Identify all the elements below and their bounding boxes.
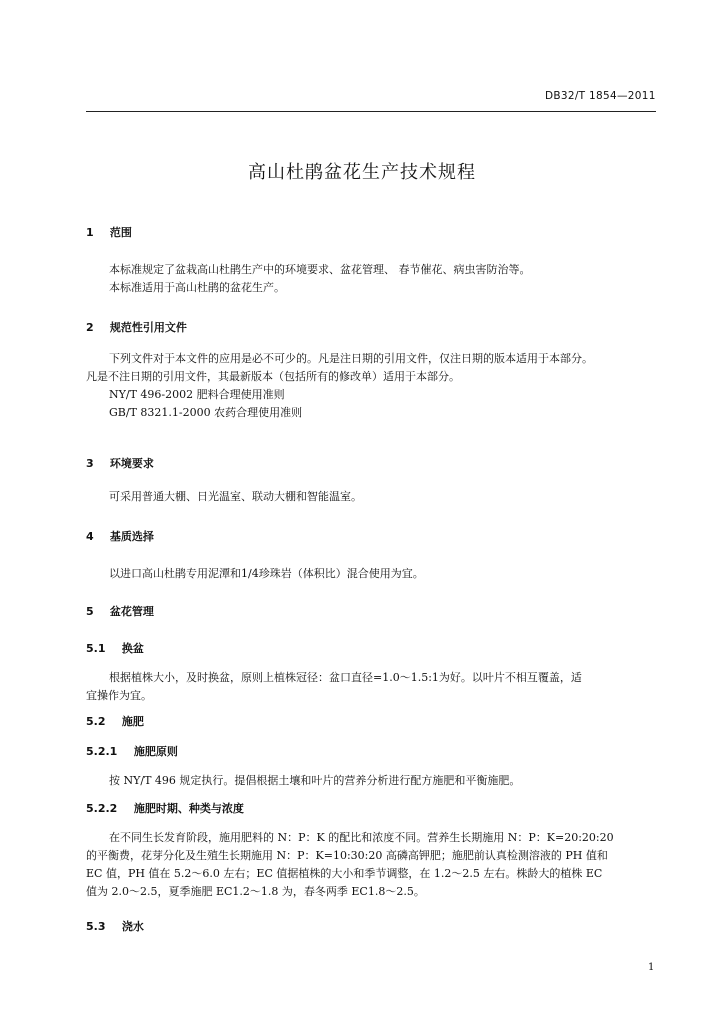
section-5-2-2-line-1: 在不同生长发育阶段，施用肥料的 N：P：K 的配比和浓度不同。营养生长期施用 N：P：K=20:20:20: [109, 831, 614, 844]
standard-code: DB32/T 1854—2011: [545, 90, 656, 102]
section-5-1-number: 5.1: [86, 642, 106, 655]
section-5-2-2-line-4: 值为 2.0～2.5，夏季施肥 EC1.2～1.8 为，春冬两季 EC1.8～2.5。: [86, 885, 425, 898]
section-4-paragraph: 以进口高山杜鹃专用泥潭和1/4珍珠岩（体积比）混合使用为宜。: [109, 567, 424, 580]
section-5-1-paragraph-line-2: 宜操作为宜。: [86, 689, 152, 702]
section-5-2-2-number: 5.2.2: [86, 802, 118, 815]
section-1-title: 范围: [109, 226, 132, 239]
section-2-heading: [86, 319, 187, 335]
section-5-number: 5: [86, 605, 94, 618]
section-5-2-2-line-2: 的平衡费，花芽分化及生殖生长期施用 N：P：K=10:30:20 高磷高钾肥；施肥前认真检测溶液的 PH 值和: [86, 849, 608, 862]
section-5-2-1-heading: [86, 743, 178, 759]
section-5-2-number: 5.2: [86, 715, 106, 728]
section-5-heading: [86, 603, 154, 619]
section-3-paragraph: 可采用普通大棚、日光温室、联动大棚和智能温室。: [109, 490, 362, 503]
section-5-2-1-title: 施肥原则: [133, 745, 178, 758]
header-divider: [86, 111, 656, 112]
section-5-2-2-heading: [86, 800, 244, 816]
section-1-heading: [86, 224, 132, 240]
section-2-paragraph-line-1: 下列文件对于本文件的应用是必不可少的。凡是注日期的引用文件，仅注日期的版本适用于本部分。: [109, 352, 593, 365]
section-1-number: 1: [86, 226, 94, 239]
section-5-2-1-number: 5.2.1: [86, 745, 118, 758]
page-number: 1: [648, 962, 655, 973]
section-2-number: 2: [86, 321, 94, 334]
section-5-2-heading: [86, 713, 144, 729]
reference-ny-t-496: NY/T 496-2002 肥料合理使用准则: [109, 388, 285, 401]
section-5-3-number: 5.3: [86, 920, 106, 933]
section-5-2-2-title: 施肥时期、种类与浓度: [133, 802, 244, 815]
section-3-number: 3: [86, 457, 94, 470]
section-5-1-title: 换盆: [121, 642, 144, 655]
section-5-3-title: 浇水: [121, 920, 144, 933]
section-4-number: 4: [86, 530, 94, 543]
section-3-heading: [86, 455, 154, 471]
section-2-paragraph-line-2: 凡是不注日期的引用文件，其最新版本（包括所有的修改单）适用于本部分。: [86, 370, 460, 383]
section-5-2-1-paragraph: 按 NY/T 496 规定执行。提倡根据土壤和叶片的营养分析进行配方施肥和平衡施肥。: [109, 774, 521, 787]
reference-gb-t-8321: GB/T 8321.1-2000 农药合理使用准则: [109, 406, 303, 419]
section-1-paragraph-2: 本标准适用于高山杜鹃的盆花生产。: [109, 281, 285, 294]
section-4-title: 基质选择: [109, 530, 154, 543]
section-4-heading: [86, 528, 154, 544]
section-2-title: 规范性引用文件: [109, 321, 187, 334]
section-1-paragraph-1: 本标准规定了盆栽高山杜鹃生产中的环境要求、盆花管理、 春节催花、病虫害防治等。: [109, 263, 531, 276]
section-5-1-heading: [86, 640, 144, 656]
page-title: 高山杜鹃盆花生产技术规程: [248, 162, 476, 183]
section-5-2-title: 施肥: [121, 715, 144, 728]
section-5-1-paragraph-line-1: 根据植株大小，及时换盆，原则上植株冠径：盆口直径=1.0～1.5:1为好。以叶片不相互覆盖，适: [109, 671, 582, 684]
section-5-3-heading: [86, 918, 144, 934]
section-3-title: 环境要求: [109, 457, 154, 470]
section-5-title: 盆花管理: [109, 605, 154, 618]
section-5-2-2-line-3: EC 值，PH 值在 5.2～6.0 左右；EC 值据植株的大小和季节调整，在 1.2～2.5 左右。株龄大的植株 EC: [86, 867, 603, 880]
